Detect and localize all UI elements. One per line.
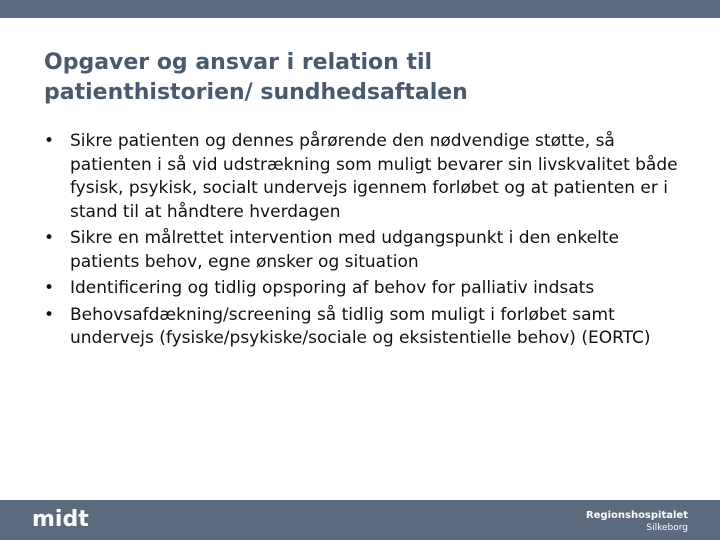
hospital-name: Regionshospitalet [585, 510, 688, 521]
bullet-dot: • [44, 131, 55, 151]
bullet-item [44, 130, 684, 224]
bullet-dot: • [44, 228, 55, 248]
bullet-item [44, 304, 684, 351]
hospital-logo [586, 509, 688, 534]
bullet-text: Behovsafdækning/screening så tidlig som muligt i forløbet samt undervejs (fysiske/psykiske/sociale og eksistentielle behov) (EORTC) [70, 304, 651, 348]
slide-title-line: Opgaver og ansvar i relation til [44, 50, 433, 75]
bullet-text: Sikre patienten og dennes pårørende den nødvendige støtte, så patienten i så vid udstrækning som muligt bevarer sin livskvalitet både fysisk, psykisk, socialt undervejs igennem forløbet og at patienten er i stand til at håndtere hverdagen [70, 131, 678, 222]
bullet-dot: • [44, 304, 55, 325]
slide-title [44, 48, 684, 108]
slide-title-line: patienthistorien/ sundhedsaftalen [44, 80, 468, 105]
bullet-item [44, 227, 684, 274]
region-midt-logo: midt [32, 507, 89, 532]
bullet-text: Sikre en målrettet intervention med udgangspunkt i den enkelte patients behov, egne ønsker og situation [70, 228, 619, 272]
bullet-item [44, 277, 684, 301]
hospital-city: Silkeborg [646, 523, 688, 533]
bullet-list [44, 130, 684, 354]
bullet-dot: • [44, 278, 55, 298]
bullet-text: Identificering og tidlig opsporing af behov for palliativ indsats [70, 278, 595, 298]
top-bar [0, 0, 720, 18]
